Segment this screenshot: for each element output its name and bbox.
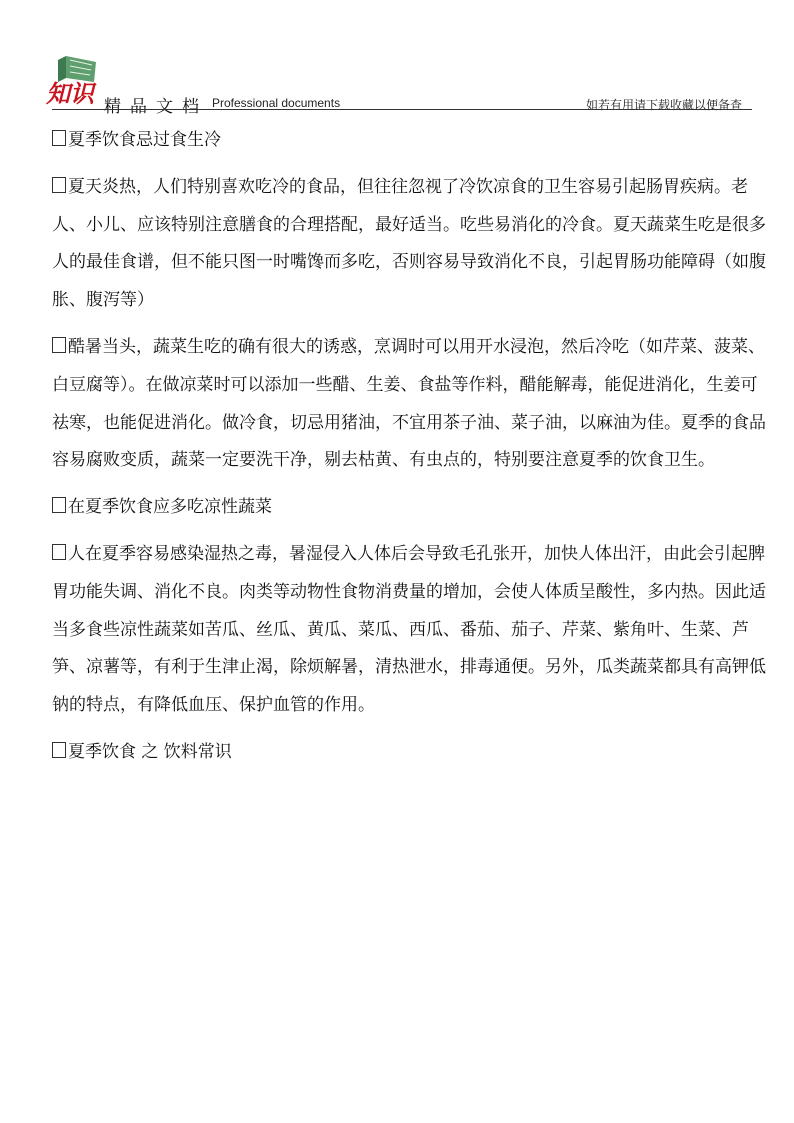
- bullet-box-icon: [52, 337, 66, 353]
- page-header: [0, 0, 794, 117]
- section-heading: [52, 489, 772, 527]
- paragraph: [52, 329, 772, 480]
- paragraph-text: 酷暑当头，蔬菜生吃的确有很大的诱惑，烹调时可以用开水浸泡，然后冷吃（如芹菜、菠菜、白豆腐等）。在做凉菜时可以添加一些醋、生姜、食盐等作料，醋能解毒，能促进消化，生姜可祛寒，也能促进消化。做冷食，切忌用猪油，不宜用茶子油、菜子油，以麻油为佳。夏季的食品容易腐败变质，蔬菜一定要洗干净，剔去枯黄、有虫点的，特别要注意夏季的饮食卫生。: [52, 336, 766, 471]
- bullet-box-icon: [52, 742, 66, 758]
- document-body: [52, 122, 772, 781]
- svg-text:知识: 知识: [46, 79, 94, 108]
- section-heading: [52, 122, 772, 160]
- paragraph: [52, 169, 772, 320]
- paragraph-text: 夏季饮食忌过食生冷: [68, 130, 221, 150]
- brand-title: 精品文档: [104, 97, 208, 117]
- bullet-box-icon: [52, 177, 66, 193]
- paragraph-text: 人在夏季容易感染湿热之毒，暑湿侵入人体后会导致毛孔张开，加快人体出汗，由此会引起脾胃功能失调、消化不良。肉类等动物性食物消费量的增加，会使人体质呈酸性，多内热。因此适当多食些凉性蔬菜如苦瓜、丝瓜、黄瓜、菜瓜、西瓜、番茄、茄子、芹菜、紫角叶、生菜、芦笋、凉薯等，有利于生津止渴，除烦解暑，清热泄水，排毒通便。另外，瓜类蔬菜都具有高钾低钠的特点，有降低血压、保护血管的作用。: [52, 543, 766, 716]
- bullet-box-icon: [52, 130, 66, 146]
- bullet-box-icon: [52, 497, 66, 513]
- section-heading: [52, 734, 772, 772]
- brand-subtitle: Professional documents: [212, 96, 341, 110]
- paragraph: [52, 536, 772, 725]
- paragraph-text: 夏天炎热，人们特别喜欢吃冷的食品，但往往忽视了冷饮凉食的卫生容易引起肠胃疾病。老人、小儿、应该特别注意膳食的合理搭配，最好适当。吃些易消化的冷食。夏天蔬菜生吃是很多人的最佳食谱，但不能只图一时嘴馋而多吃，否则容易导致消化不良，引起胃肠功能障碍（如腹胀、腹泻等）: [52, 176, 766, 311]
- header-note: 如若有用请下载收藏以便备查: [585, 98, 742, 112]
- bullet-box-icon: [52, 544, 66, 560]
- header-divider: [52, 109, 752, 110]
- paragraph-text: 在夏季饮食应多吃凉性蔬菜: [68, 497, 272, 518]
- paragraph-text: 夏季饮食 之 饮料常识: [68, 741, 232, 762]
- knowledge-logo-icon: [44, 52, 102, 108]
